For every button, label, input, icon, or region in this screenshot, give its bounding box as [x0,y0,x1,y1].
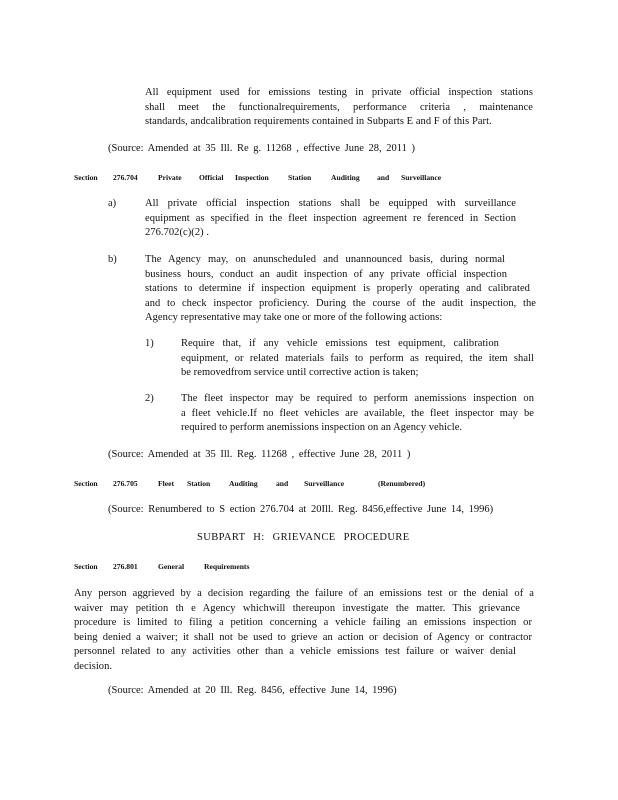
source-note-2: (Source: Amended at 35 Ill. Reg. 11268 , effective June 28, 2011 ) [108,449,411,460]
section-title-word: Private [158,173,182,182]
section-title-word: Auditing [229,479,258,488]
intro-line-1: All equipment used for emissions testing in private official inspection stations [145,87,533,98]
section-number: 276.705 [113,479,138,488]
section-title-word: Station [187,479,211,488]
item-b-line-1: The Agency may, on anunscheduled and unannounced basis, during normal [145,254,505,265]
item-b1-paragraph [181,337,534,381]
grievance-line-6: decision. [74,660,113,672]
section-title-word: Surveillance [304,479,345,488]
item-a-label: a) [108,198,117,209]
item-b2-line-2: a fleet vehicle.If no fleet vehicles are available, the fleet inspector may be [181,407,534,419]
item-a-paragraph [145,197,516,241]
section-title-word: and [377,173,390,182]
item-b1-line-3: be removedfrom service until corrective action is taken; [181,367,419,379]
item-b-line-5: Agency representative may take one or more of the following actions: [145,312,443,324]
grievance-line-3: procedure is limited to filing a petition concerning a vehicle failing an emissions inspection or [74,617,532,629]
item-b2-paragraph [181,392,534,436]
item-a-line-3: 276.702(c)(2) . [145,227,210,239]
section-title-word: Requirements [204,562,250,571]
subpart-h-heading: SUBPART H: GRIEVANCE PROCEDURE [197,532,410,543]
item-b-label: b) [108,254,117,265]
item-b2-line-1: The fleet inspector may be required to perform anemissions inspection on [181,393,534,404]
section-title-word: Inspection [235,173,269,182]
item-b1-line-1: Require that, if any vehicle emissions test equipment, calibration [181,338,499,349]
item-b1-label: 1) [145,338,154,349]
section-word: Section [74,173,98,182]
source-note-3: (Source: Renumbered to S ection 276.704 at 20Ill. Reg. 8456,effective June 14, 1996) [108,504,494,515]
grievance-line-4: being denied a waiver; it shall not be used to grieve an action or decision of Agency or contractor [74,631,532,643]
grievance-line-1: Any person aggrieved by a decision regarding the failure of an emissions test or the denial of a [74,588,534,599]
item-b-line-2: business hours, conduct an audit inspection of any private official inspection [145,268,507,280]
section-276-801-heading [74,562,249,572]
grievance-line-2: waiver may petition th e Agency whichwill thereupon investigate the matter. This grievance [74,602,520,614]
section-title-word: Surveillance [401,173,442,182]
grievance-line-5: personnel related to any activities other than a vehicle emissions test failure or waiver denial [74,646,516,658]
intro-paragraph [145,86,533,130]
intro-line-3: standards, andcalibration requirements contained in Subparts E and F of this Part. [145,116,492,128]
section-title-word: Official [199,173,224,182]
item-b1-line-2: equipment, or related materials fails to perform as required, the item shall [181,352,534,364]
section-title-word: Fleet [158,479,175,488]
item-a-line-1: All private official inspection stations shall be equipped with surveillance [145,198,516,209]
section-word: Section [74,479,98,488]
section-word: Section [74,562,98,571]
section-title-word: Station [288,173,312,182]
item-b2-label: 2) [145,393,154,404]
section-title-word: and [276,479,289,488]
section-title-word: Auditing [331,173,360,182]
item-b-line-4: and to check inspector proficiency. During the course of the audit inspection, the [145,297,536,309]
section-number: 276.801 [113,562,138,571]
section-title-word: (Renumbered) [378,479,426,488]
intro-line-2: shall meet the functionalrequirements, performance criteria , maintenance [145,101,533,113]
section-number: 276.704 [113,173,138,182]
source-note-4: (Source: Amended at 20 Ill. Reg. 8456, effective June 14, 1996) [108,685,397,696]
item-b-line-3: stations to determine if inspection equipment is properly operating and calibrated [145,283,530,295]
section-276-705-heading [74,479,425,489]
item-a-line-2: equipment as specified in the fleet inspection agreement re ferenced in Section [145,212,516,224]
source-note-1: (Source: Amended at 35 Ill. Re g. 11268 , effective June 28, 2011 ) [108,143,416,154]
section-276-704-heading [74,173,441,183]
item-b-paragraph [145,253,536,326]
item-b2-line-3: required to perform anemissions inspection on an Agency vehicle. [181,422,463,434]
section-title-word: General [158,562,185,571]
grievance-paragraph [74,587,534,675]
